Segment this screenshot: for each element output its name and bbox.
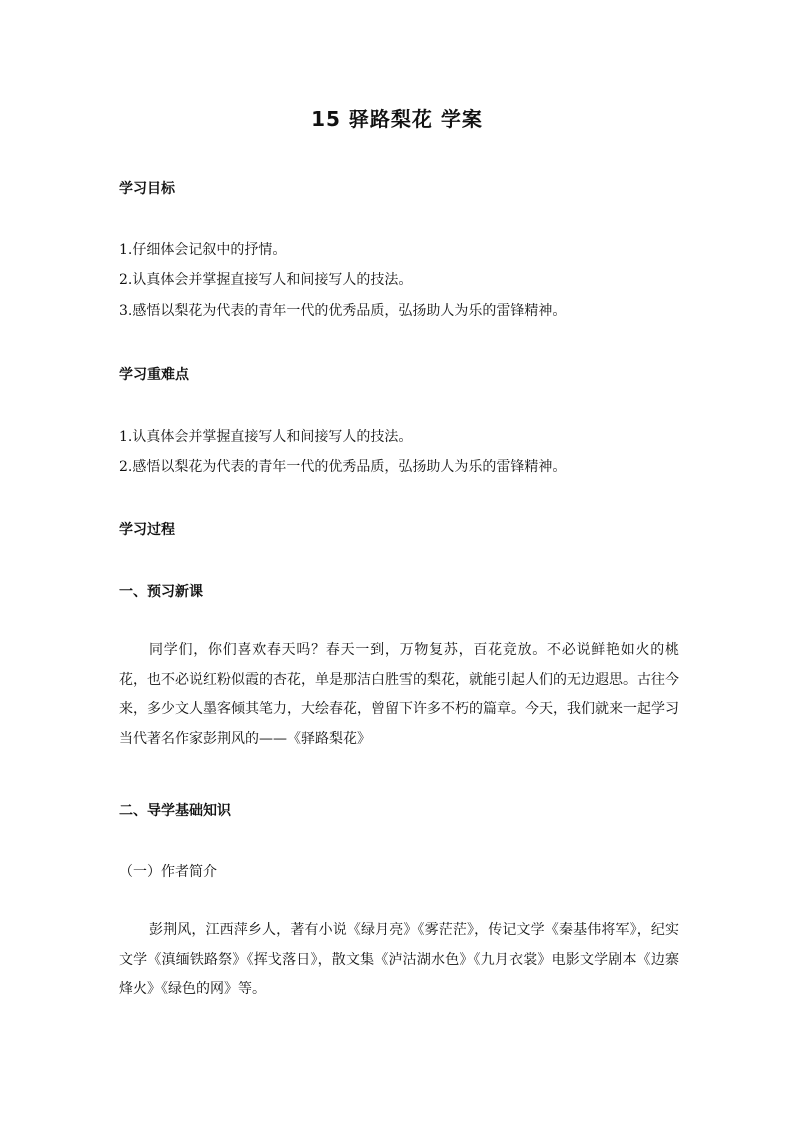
key-point-item-1: 1.认真体会并掌握直接写人和间接写人的技法。 — [119, 429, 413, 445]
paragraph-author-intro: 彭荆风，江西萍乡人，著有小说《绿月亮》《雾茫茫》，传记文学《秦基伟将军》，纪实文学《滇缅铁路祭》《挥戈落日》，散文集《泸沽湖水色》《九月衣裳》电影文学剧本《边寨烽火》《绿色的网》等。 — [119, 922, 679, 997]
page-title: 15 驿路梨花 学案 — [311, 107, 483, 131]
goal-item-1: 1.仔细体会记叙中的抒情。 — [119, 242, 287, 258]
sub-heading-author-intro: （一）作者简介 — [119, 864, 217, 880]
heading-part-one-preview: 一、预习新课 — [119, 584, 203, 600]
heading-learning-process: 学习过程 — [119, 522, 175, 538]
goal-item-2: 2.认真体会并掌握直接写人和间接写人的技法。 — [119, 272, 413, 288]
key-point-item-2: 2.感悟以梨花为代表的青年一代的优秀品质，弘扬助人为乐的雷锋精神。 — [119, 459, 567, 475]
heading-part-two-basics: 二、导学基础知识 — [119, 803, 231, 819]
heading-learning-goals: 学习目标 — [119, 181, 175, 197]
paragraph-introduction: 同学们，你们喜欢春天吗？春天一到，万物复苏，百花竞放。不必说鲜艳如火的桃花，也不必说红粉似霞的杏花，单是那洁白胜雪的梨花，就能引起人们的无边遐思。古往今来，多少文人墨客倾其笔力，大绘春花，曾留下许多不朽的篇章。今天，我们就来一起学习当代著名作家彭荆风的——《驿路梨花》 — [119, 642, 679, 747]
heading-key-points: 学习重难点 — [119, 367, 189, 383]
goal-item-3: 3.感悟以梨花为代表的青年一代的优秀品质，弘扬助人为乐的雷锋精神。 — [119, 303, 567, 319]
